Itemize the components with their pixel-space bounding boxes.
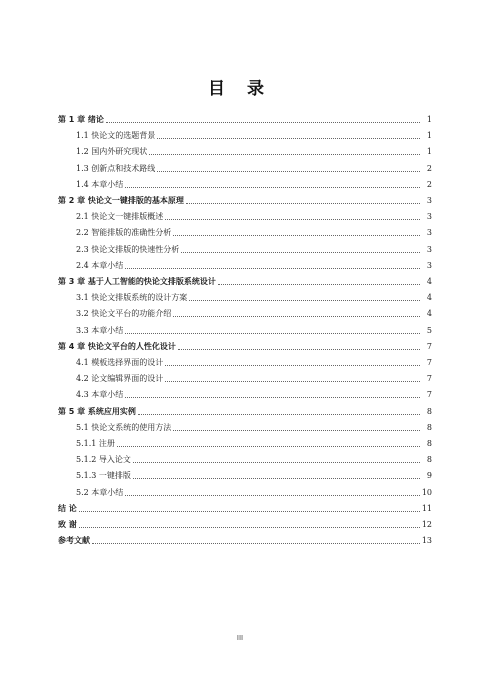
toc-section-entry[interactable] [76, 241, 432, 255]
toc-entry-label: 2.2 智能排版的准确性分析 [76, 228, 172, 238]
toc-chapter-entry[interactable] [58, 192, 432, 206]
toc-chapter-entry[interactable] [58, 532, 432, 546]
toc-section-entry[interactable] [76, 322, 432, 336]
dot-leader [157, 170, 420, 172]
toc-entry-label: 第 5 章 系统应用实例 [58, 406, 136, 416]
dot-leader [173, 315, 420, 317]
dot-leader [79, 510, 420, 512]
toc-chapter-entry[interactable] [58, 111, 432, 125]
page-number-footer: III [236, 634, 244, 642]
toc-section-entry[interactable] [76, 289, 432, 303]
dot-leader [125, 332, 420, 334]
dot-leader [79, 526, 420, 528]
toc-page-number: 8 [426, 422, 432, 432]
toc-section-entry[interactable] [76, 419, 432, 433]
toc-entry-label: 4.2 论文编辑界面的设计 [76, 374, 164, 384]
toc-page-number: 3 [426, 212, 432, 222]
toc-chapter-entry[interactable] [58, 500, 432, 514]
dot-leader [125, 267, 420, 269]
dot-leader [125, 186, 420, 188]
toc-entry-label: 5.1.2 导入论文 [76, 455, 131, 465]
toc-page-number: 4 [426, 277, 432, 286]
toc-page-number: 7 [426, 374, 432, 384]
toc-entry-label: 2.3 快论文排版的快速性分析 [76, 244, 180, 254]
toc-section-entry[interactable] [76, 451, 432, 465]
toc-page-number: 8 [426, 455, 432, 465]
toc-entry-label: 参考文献 [58, 536, 90, 546]
dot-leader [165, 218, 420, 220]
toc-page-number: 9 [426, 471, 432, 481]
toc-section-entry[interactable] [76, 176, 432, 190]
dot-leader [181, 251, 420, 253]
toc-page-number: 7 [426, 341, 432, 351]
toc-section-entry[interactable] [76, 435, 432, 449]
toc-page-number: 8 [426, 406, 432, 416]
dot-leader [117, 445, 420, 447]
toc-page-number: 2 [426, 179, 432, 189]
toc-section-entry[interactable] [76, 257, 432, 271]
toc-page-number: 3 [426, 244, 432, 254]
dot-leader [178, 348, 420, 350]
toc-title: 目 录 [208, 79, 272, 99]
dot-leader [92, 542, 420, 544]
dot-leader [138, 413, 420, 415]
toc-section-entry[interactable] [76, 305, 432, 319]
dot-leader [106, 121, 420, 123]
toc-entry-label: 第 4 章 快论文平台的人性化设计 [58, 341, 176, 351]
dot-leader [165, 380, 420, 382]
toc-entry-label: 2.1 快论文一键排版概述 [76, 212, 164, 222]
toc-section-entry[interactable] [76, 127, 432, 141]
toc-entry-label: 3.3 本章小结 [76, 325, 124, 335]
toc-page-number: 5 [426, 325, 432, 335]
dot-leader [149, 153, 420, 155]
toc-entry-label: 致 谢 [58, 520, 77, 529]
toc-section-entry[interactable] [76, 484, 432, 498]
toc-section-entry[interactable] [76, 208, 432, 222]
toc-chapter-entry[interactable] [58, 403, 432, 417]
dot-leader [133, 477, 420, 479]
toc-page-number: 3 [426, 196, 432, 205]
toc-entry-label: 结 论 [58, 503, 77, 513]
toc-section-entry[interactable] [76, 160, 432, 174]
toc-entry-label: 3.2 快论文平台的功能介绍 [76, 309, 172, 319]
toc-page-number: 10 [421, 487, 432, 497]
toc-page-number: 3 [426, 260, 432, 270]
dot-leader [186, 202, 420, 204]
toc-page-number: 4 [426, 293, 432, 303]
toc-page-number: 1 [426, 147, 432, 157]
toc-chapter-entry[interactable] [58, 338, 432, 352]
dot-leader [125, 396, 420, 398]
toc-chapter-entry[interactable] [58, 273, 432, 287]
toc-entry-label: 4.1 模板选择界面的设计 [76, 358, 164, 367]
toc-page-number: 11 [421, 503, 432, 513]
toc-entry-label: 1.4 本章小结 [76, 179, 124, 189]
toc-entry-label: 第 3 章 基于人工智能的快论文排版系统设计 [58, 277, 216, 286]
dot-leader [173, 234, 420, 236]
toc-page-number: 1 [426, 131, 432, 141]
toc-section-entry[interactable] [76, 467, 432, 481]
toc-page-number: 2 [426, 163, 432, 173]
toc-entry-label: 1.2 国内外研究现状 [76, 147, 148, 157]
toc-entry-label: 3.1 快论文排版系统的设计方案 [76, 293, 188, 303]
toc-entry-label: 第 2 章 快论文一键排版的基本原理 [58, 196, 184, 205]
dot-leader [133, 461, 420, 463]
toc-page-number: 8 [426, 439, 432, 448]
toc-section-entry[interactable] [76, 386, 432, 400]
toc-entry-label: 1.1 快论文的选题背景 [76, 131, 156, 141]
toc-chapter-entry[interactable] [58, 516, 432, 530]
dot-leader [165, 364, 420, 366]
toc-entry-label: 5.1.1 注册 [76, 439, 115, 448]
dot-leader [157, 137, 420, 139]
toc-page-number: 3 [426, 228, 432, 238]
dot-leader [173, 429, 420, 431]
dot-leader [189, 299, 420, 301]
toc-page-number: 4 [426, 309, 432, 319]
toc-entry-label: 1.3 创新点和技术路线 [76, 163, 156, 173]
toc-page-number: 7 [426, 358, 432, 367]
dot-leader [218, 283, 420, 285]
toc-section-entry[interactable] [76, 143, 432, 157]
toc-page-number: 7 [426, 390, 432, 400]
toc-page-number: 1 [426, 115, 432, 124]
toc-page-number: 13 [421, 536, 432, 546]
toc-entry-label: 5.1 快论文系统的使用方法 [76, 422, 172, 432]
toc-entry-label: 5.2 本章小结 [76, 487, 124, 497]
toc-entry-label: 4.3 本章小结 [76, 390, 124, 400]
toc-page-number: 12 [421, 520, 432, 529]
toc-entry-label: 5.1.3 一键排版 [76, 471, 131, 481]
toc-section-entry[interactable] [76, 224, 432, 238]
dot-leader [125, 494, 420, 496]
toc-section-entry[interactable] [76, 370, 432, 384]
toc-entry-label: 第 1 章 绪论 [58, 115, 104, 124]
toc-section-entry[interactable] [76, 354, 432, 368]
toc-entry-label: 2.4 本章小结 [76, 260, 124, 270]
